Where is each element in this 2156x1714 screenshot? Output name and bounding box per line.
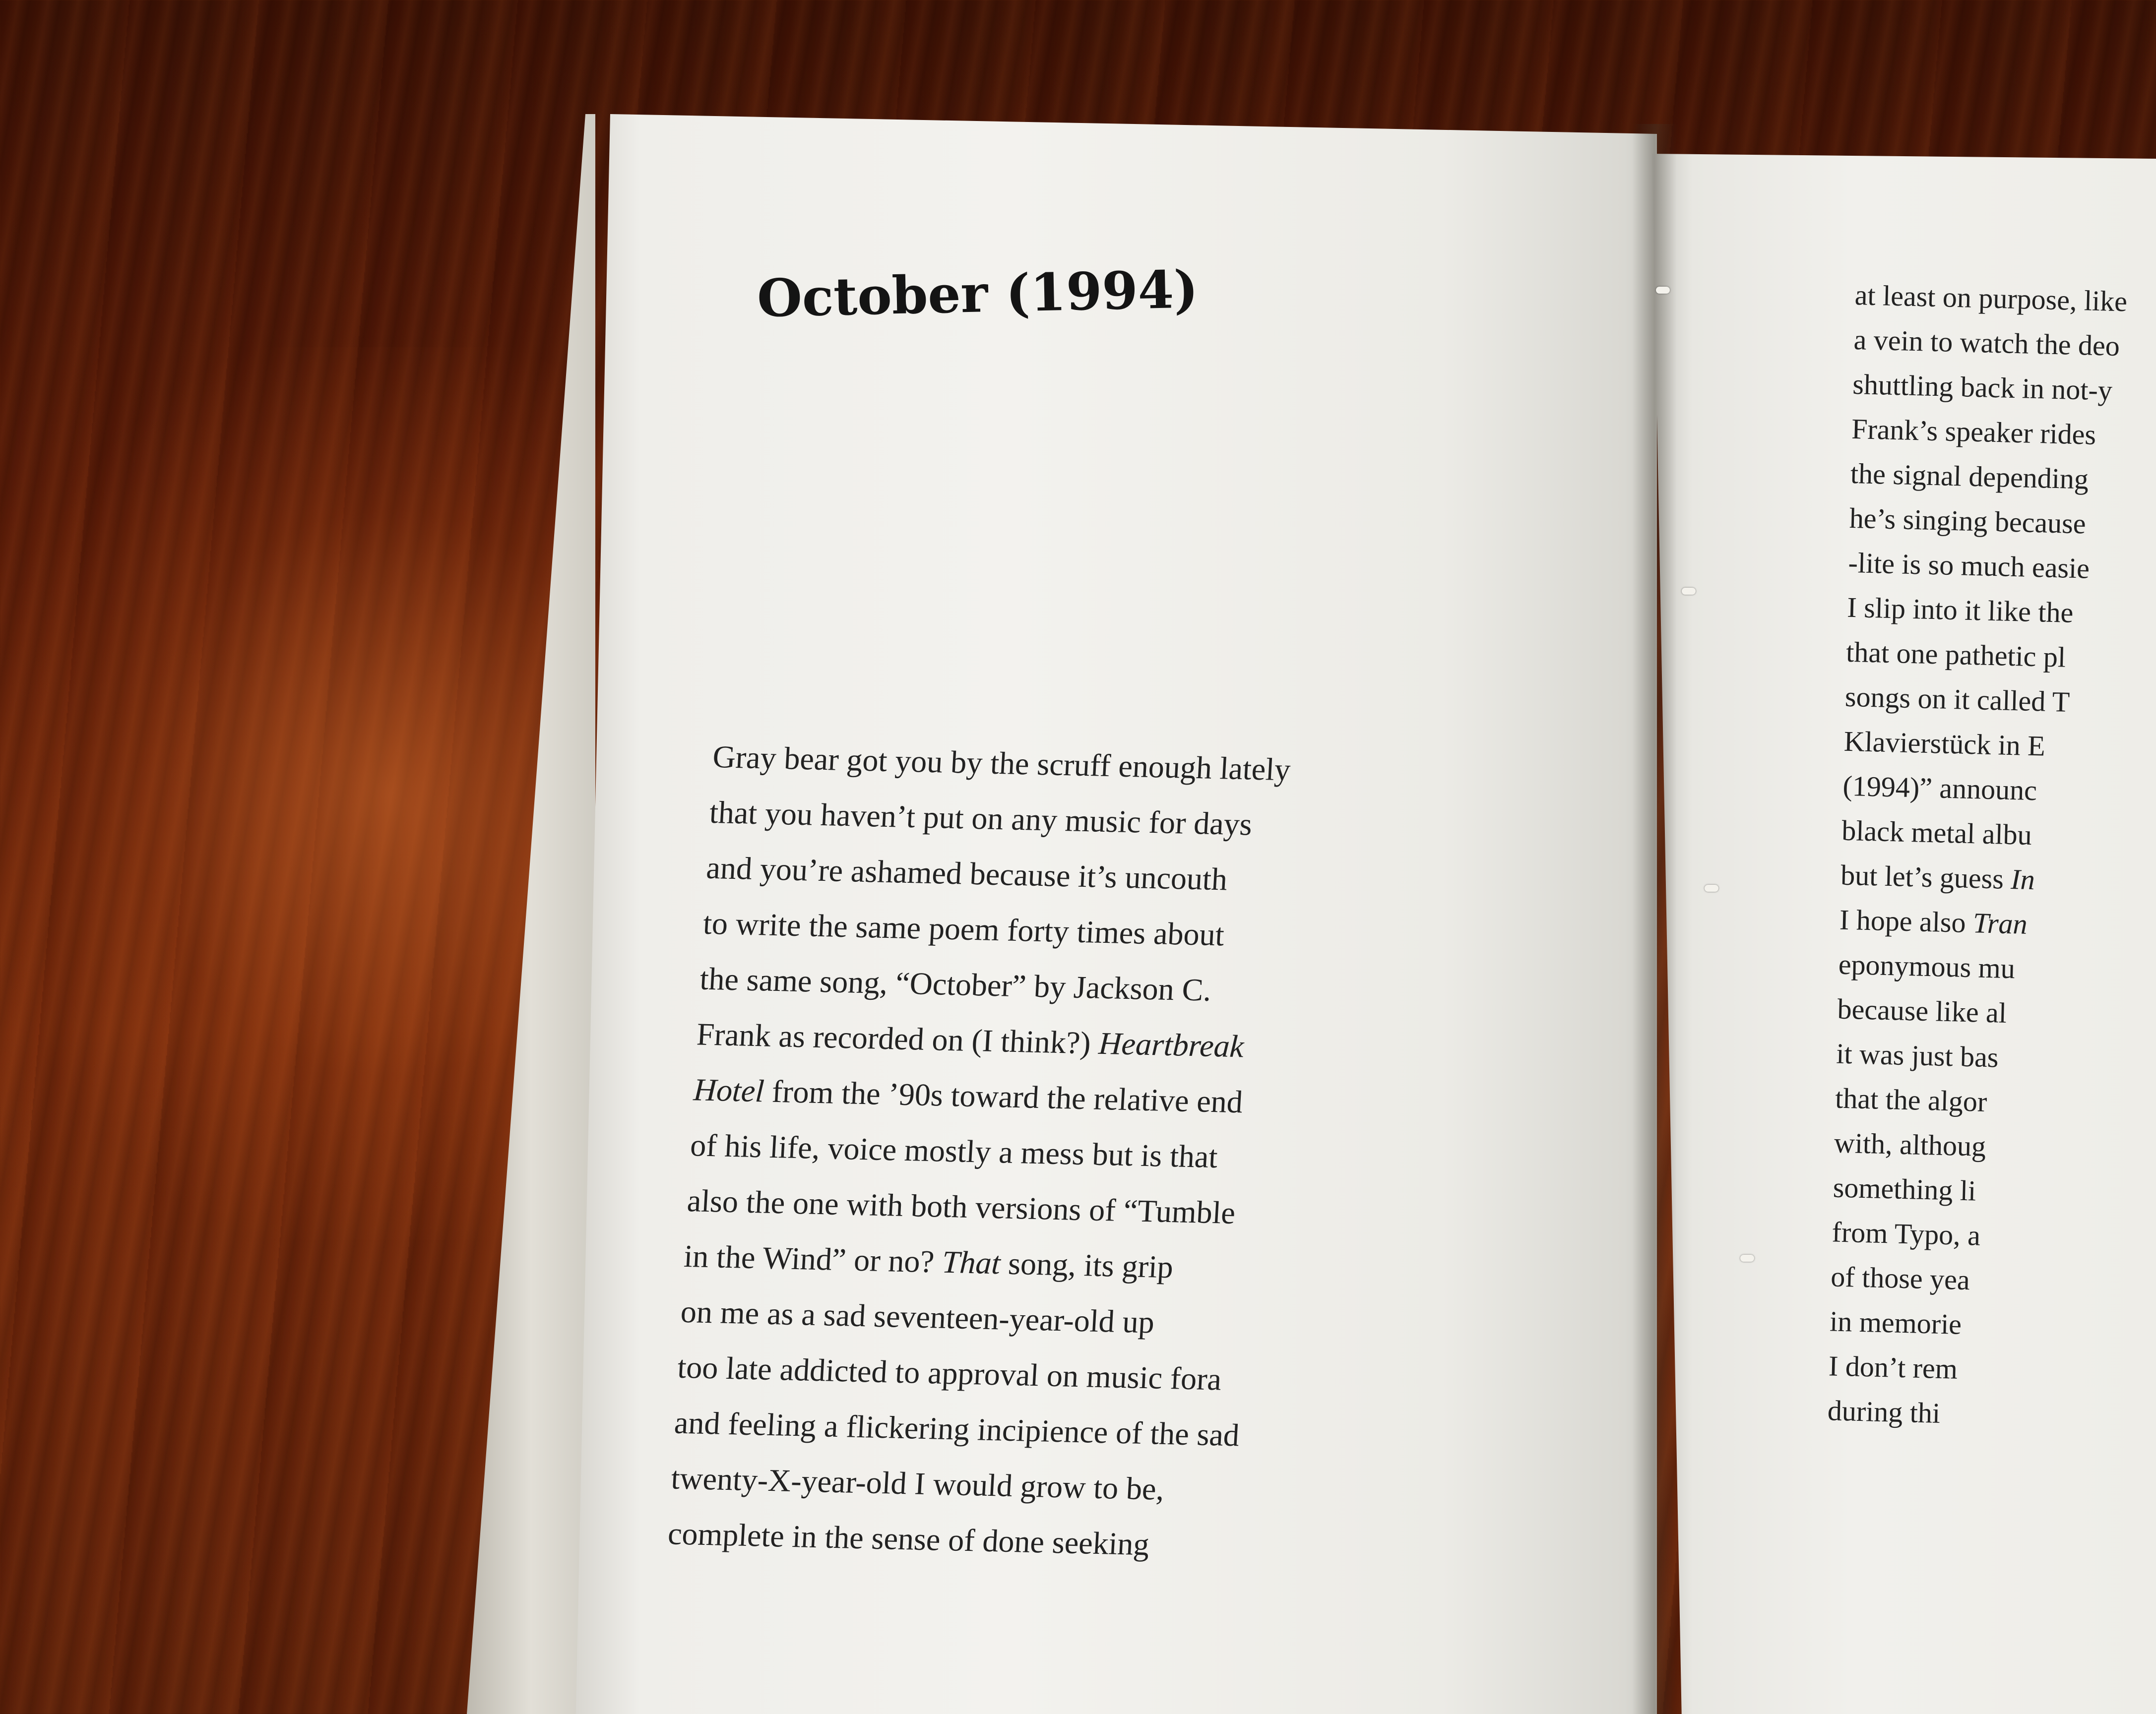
right-page-line: because like al <box>1837 992 2007 1029</box>
right-page-line: he’s singing because <box>1849 501 2087 540</box>
poem-line: of his life, voice mostly a mess but is that <box>689 1127 1219 1175</box>
right-page-line: a vein to watch the deo <box>1853 323 2120 363</box>
poem-line: Frank as recorded on (I think?) Heartbreak <box>696 1016 1245 1064</box>
page-block-edge <box>466 114 595 1714</box>
poem-line: Hotel from the ’90s toward the relative end <box>693 1072 1244 1120</box>
poem-title: October (1994) <box>757 258 1199 329</box>
right-page-line: (1994)” announc <box>1842 769 2037 807</box>
right-page-line: Klavierstück in E <box>1843 725 2046 762</box>
right-page-line: eponymous mu <box>1838 948 2016 985</box>
poem-line: Gray bear got you by the scruff enough lately <box>711 738 1292 788</box>
poem-line: the same song, “October” by Jackson C. <box>698 961 1212 1008</box>
binding-stitch <box>1682 588 1696 595</box>
right-page-line: of those yea <box>1830 1260 1970 1296</box>
right-page-text <box>1827 273 2156 1440</box>
right-page-line: with, althoug <box>1834 1126 1986 1163</box>
binding-stitch <box>1705 885 1718 892</box>
right-page-line: shuttling back in not-y <box>1852 367 2113 407</box>
poem-line: and you’re ashamed because it’s uncouth <box>705 850 1228 897</box>
binding-stitch <box>1740 1255 1754 1262</box>
right-page-line: -lite is so much easie <box>1847 546 2090 585</box>
right-page-line: I hope also Tran <box>1839 903 2028 940</box>
right-page-line: at least on purpose, like <box>1854 278 2128 318</box>
right-page-line: from Typo, a <box>1831 1216 1981 1252</box>
poem-line: also the one with both versions of “Tumble <box>686 1183 1237 1231</box>
poem-line: twenty-X-year-old I would grow to be, <box>670 1460 1165 1507</box>
right-page-line: I don’t rem <box>1828 1349 1958 1385</box>
right-page-line: it was just bas <box>1836 1037 1999 1074</box>
poem-line: that you haven’t put on any music for days <box>708 794 1253 842</box>
book-gutter <box>1632 124 1677 1714</box>
poem-line: too late addicted to approval on music fora <box>676 1349 1223 1397</box>
poem-line: to write the same poem forty times about <box>702 905 1225 953</box>
right-page-line: something li <box>1833 1171 1977 1207</box>
right-page-line: songs on it called T <box>1844 680 2070 718</box>
right-page-line: black metal albu <box>1841 814 2032 852</box>
right-page-line: during thi <box>1827 1394 1941 1429</box>
poem-line: on me as a sad seventeen-year-old up <box>680 1293 1155 1340</box>
right-page-line: I slip into it like the <box>1846 591 2074 629</box>
poem-body <box>666 729 1478 1579</box>
binding-stitch <box>1656 287 1670 294</box>
right-page-line: in memorie <box>1829 1305 1962 1341</box>
poem-line: in the Wind” or no? That song, its grip <box>683 1238 1174 1285</box>
right-page-line: Frank’s speaker rides <box>1851 412 2096 451</box>
poem-line: complete in the sense of done seeking <box>667 1516 1150 1562</box>
right-page-line: the signal depending <box>1850 457 2089 495</box>
right-page-line: that the algor <box>1835 1082 1988 1118</box>
right-page-line: but let’s guess In <box>1840 858 2035 896</box>
right-page-line: that one pathetic pl <box>1845 635 2066 673</box>
poem-line: and feeling a flickering incipience of the sad <box>673 1405 1241 1453</box>
